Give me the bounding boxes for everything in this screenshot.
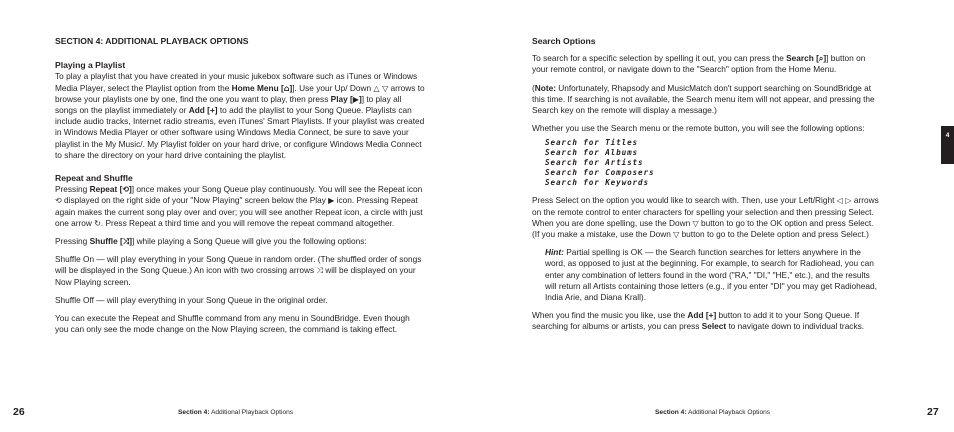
playlist-paragraph: To play a playlist that you have created in your music jukebox software such as iTunes or Windows Media Player, select the Playlist option from the Home Menu [⌂]]. Use your Up/ Down △ ▽ arrows to browse your playlists one by one, find the one you want to play, then press Play [▶]] to play all songs on the playlist immediately or Add [+] to add the playlist to your Song Queue. Playlists can include audio tracks, Internet radio streams, even iTunes' Smart Playlists. If your playlist was created in Windows Media Player or other software using Windows Media Connect, be sure to save your playlist in the My Music/. My Playlist folder on your hard drive, or configure Windows Media Connect to share the directory on your hard drive containing the playlist.	[55, 71, 425, 160]
search-option: Search for Albums	[545, 148, 639, 158]
playlist-heading: Playing a Playlist	[55, 60, 126, 71]
search-options-list	[532, 138, 882, 187]
page-number-right: 27	[927, 406, 939, 418]
repeat-heading: Repeat and Shuffle	[55, 173, 133, 184]
search-option: Search for Artists	[545, 158, 644, 168]
down-arrow-icon: ▽	[692, 218, 699, 228]
repeat-icon: ⟲	[122, 185, 130, 195]
right-column	[532, 36, 882, 340]
shuffle-icon: ⤨	[122, 237, 130, 247]
note-paragraph: (Note: Unfortunately, Rhapsody and MusicMatch don't support searching on SoundBridge at this time. If searching is not available, the Search menu item will not appear, and pressing the Search key on the remote will display a message.)	[532, 82, 875, 116]
up-down-arrows-icon: △ ▽	[373, 83, 389, 93]
play-icon: ▶	[352, 94, 359, 104]
shuffle-paragraph: Pressing Shuffle [⤨]] while playing a Song Queue will give you the following options:	[55, 236, 367, 247]
shuffle-off-paragraph: Shuffle Off — will play everything in your Song Queue in the original order.	[55, 294, 328, 305]
hint-paragraph: Hint: Partial spelling is OK — the Search function searches for letters anywhere in the word, as opposed to just at the beginning. For example, to search for Radiohead, you can enter any combination of letters found in the word ("RA," "DI," "HE," etc.), and the results will return all Artists containing those letters (e.g., if you enter "DI" you may get Radiohead, India Arie, and Diana Krall).	[545, 247, 877, 303]
press-select-paragraph: Press Select on the option you would like to search with. Then, use your Left/Right ◁ ▷ arrows on the remote control to enter characters for spelling your selection and then pressing Select. When you are done spelling, use the Down ▽ button to go to the OK option and press Select. (If you make a mistake, use the Down ▽ button to go to the Delete option and press Select.)	[532, 195, 879, 240]
execute-paragraph: You can execute the Repeat and Shuffle command from any menu in SoundBridge. Even though you can only see the mode change on the Now Playing screen, the command is taking effect.	[55, 313, 410, 335]
home-icon: ⌂	[283, 83, 290, 93]
search-option: Search for Composers	[545, 167, 655, 177]
shuffle-icon: ⤨	[316, 266, 323, 276]
search-option: Search for Keywords	[545, 177, 649, 187]
page-number-left: 26	[13, 406, 25, 418]
play-icon: ▶	[328, 196, 335, 206]
footer-right: Section 4: Additional Playback Options	[655, 409, 771, 416]
search-icon: ⌕	[818, 54, 824, 64]
repeat-one-icon: ↻	[94, 218, 101, 228]
right-page	[477, 0, 954, 432]
when-paragraph: When you find the music you like, use the Add [+] button to add it to your Song Queue. If searching for albums or artists, you can press Select to navigate down to individual tracks.	[532, 310, 865, 332]
left-right-arrows-icon: ◁ ▷	[836, 196, 852, 206]
repeat-icon: ⟲	[55, 196, 62, 206]
repeat-paragraph: Pressing Repeat [⟲]] once makes your Song Queue play continuously. You will see the Repeat icon ⟲ displayed on the right side of your "Now Playing" screen below the Play ▶ icon. Pressing Repeat again makes the current song play over and over; you will see another Repeat icon, a circle with just one arrow ↻. Press Repeat a third time and you will remove the repeat command altogether.	[55, 184, 423, 228]
section-title: SECTION 4: ADDITIONAL PLAYBACK OPTIONS	[55, 36, 249, 46]
search-intro-paragraph: To search for a specific selection by spelling it out, you can press the Search [⌕]] button on your remote control, or navigate down to the "Search" option from the Home Menu.	[532, 53, 866, 75]
search-heading: Search Options	[532, 36, 596, 46]
shuffle-on-paragraph: Shuffle On — will play everything in your Song Queue in random order. (The shuffled order of songs will be displayed in the Song Queue.) An icon with two crossing arrows ⤨ will be displayed on your Now Playing screen.	[55, 254, 422, 287]
down-arrow-icon: ▽	[673, 230, 680, 240]
whether-paragraph: Whether you use the Search menu or the remote button, you will see the following options:	[532, 123, 865, 134]
footer-left: Section 4: Additional Playback Options	[178, 409, 294, 416]
chapter-tab: 4	[941, 126, 954, 164]
search-option: Search for Titles	[545, 138, 639, 148]
left-column	[55, 36, 425, 342]
